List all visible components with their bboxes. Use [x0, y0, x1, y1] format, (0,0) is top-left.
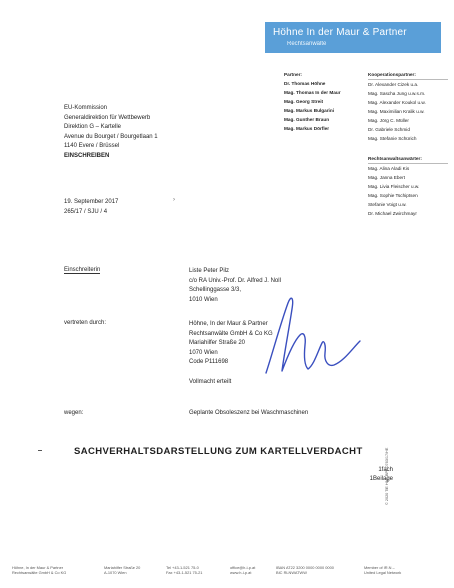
einschreiter-label-text: Einschreiterin — [64, 267, 101, 273]
footer-line: A-1070 Wien — [104, 570, 127, 576]
enclosure-count: 1Beilage — [369, 476, 393, 482]
cooperation-partner-name: Mag. Alexander Koukol u.w. — [368, 100, 426, 105]
recipient-line: Generaldirektion für Wettbewerb — [64, 114, 151, 121]
power-of-attorney-note: Vollmacht erteilt — [189, 379, 232, 385]
trainee-name: Mag. Janna Ebert — [368, 175, 406, 180]
footer-line: Fax +43-1-521 75-21 — [166, 570, 203, 576]
footer-address — [104, 565, 140, 575]
vertreter-line: Mariahilfer Straße 20 — [189, 340, 246, 346]
handwritten-signature — [258, 285, 368, 385]
copies-count: 1fach — [378, 467, 393, 473]
einschreiter-label — [64, 267, 100, 273]
cooperation-partner-name: Dr. Alexander Cizek u.a. — [368, 82, 419, 87]
trainee-name: Mag. Alina Aladi Kis — [368, 166, 410, 171]
recipient-line: Avenue du Bourget / Bourgetlaan 1 — [64, 133, 158, 140]
footer-line: office@h-i-p.at — [230, 565, 256, 570]
trainee-name: Dr. Michael Zwirchmayr — [368, 211, 417, 216]
footer-bank — [276, 565, 334, 575]
trainee-heading: Rechtsanwaltsanwärter: — [368, 156, 422, 161]
file-reference: 265/17 / SJU / 4 — [64, 208, 108, 215]
partner-name: Dr. Thomas Höhne — [284, 81, 326, 86]
footer-line: Tel +43-1-521 75-0 — [166, 565, 199, 570]
einschreiter-line: c/o RA Univ.-Prof. Dr. Alfred J. Noll — [189, 277, 281, 284]
footer-line: www.h-i-p.at — [230, 570, 252, 576]
partner-name: Mag. Markus Dörfler — [284, 126, 330, 131]
cooperation-partner-name: Dr. Gabriele Schmid — [368, 127, 410, 132]
trainee-list — [368, 154, 450, 218]
letter-date: 19. September 2017 — [64, 199, 119, 205]
registered-mail-notice: EINSCHREIBEN — [64, 152, 110, 159]
footer-line: IBAN AT22 3200 0000 0000 0000 — [276, 565, 334, 570]
cooperation-partner-name: Mag. Jörg C. Müller — [368, 118, 409, 123]
subject-matter: Geplante Obsoleszenz bei Waschmaschinen — [189, 410, 309, 416]
vertreter-line: 1070 Wien — [189, 349, 218, 356]
cooperation-partner-list — [368, 70, 450, 143]
firm-subtitle: Rechtsanwälte — [287, 41, 327, 47]
partner-list-heading: Partner: — [284, 72, 302, 77]
partner-name: Mag. Thomas In der Maur — [284, 90, 341, 95]
recipient-line: Direktion G – Kartelle — [64, 124, 122, 130]
cooperation-partner-name: Mag. Stefanie Schürich — [368, 136, 417, 141]
footer-firm — [12, 565, 66, 575]
recipient-line: 1140 Evere / Brüssel — [64, 143, 120, 149]
cooperation-partner-name: Mag. Maximilian Kralik u.w. — [368, 109, 425, 114]
footer-web — [230, 565, 255, 575]
wegen-label: wegen: — [64, 410, 84, 416]
cooperation-partner-name: Mag. Sascha Jung u.w.s.m. — [368, 91, 426, 96]
partner-name: Mag. Georg Streit — [284, 99, 324, 104]
vertreter-line: Rechtsanwälte GmbH & Co KG — [189, 330, 273, 337]
document-title: SACHVERHALTSDARSTELLUNG ZUM KARTELLVERDACHT — [74, 446, 363, 457]
partner-name: Mag. Gunther Braun — [284, 117, 330, 122]
trainee-name: Stefanie Voigt u.w. — [368, 202, 407, 207]
cooperation-partner-heading: Kooperationspartner: — [368, 72, 416, 77]
einschreiter-line: 1010 Wien — [189, 296, 218, 303]
trainee-name: Mag. Sophie Tschiptsen — [368, 193, 418, 198]
fold-mark — [38, 450, 42, 451]
partner-name: Mag. Markus Bulgarini — [284, 108, 335, 113]
trainee-name: Mag. Livia Fleischer u.w. — [368, 184, 420, 189]
footer-line: Member of IR.N – — [364, 565, 395, 570]
recipient-address — [64, 104, 158, 161]
footer-line: Höhne, In der Maur & Partner — [12, 565, 64, 570]
einschreiter-line: Schellinggasse 3/3, — [189, 287, 242, 293]
footer-network — [364, 565, 401, 575]
vertreter-line: Höhne, In der Maur & Partner — [189, 321, 268, 327]
footer-line: BIC RLNWATWW — [276, 570, 307, 576]
footer-line: Rechtsanwälte GmbH & Co KG — [12, 570, 67, 576]
partner-list — [284, 70, 364, 133]
footer-phone — [166, 565, 202, 575]
vertreten-label: vertreten durch: — [64, 320, 107, 326]
einschreiter-line: Liste Peter Pilz — [189, 268, 230, 274]
footer-line: United Legal Network — [364, 570, 402, 576]
letterhead-banner — [265, 22, 441, 53]
recipient-line: EU-Kommission — [64, 105, 108, 111]
firm-name: Höhne In der Maur & Partner — [273, 27, 407, 38]
vertical-stamp-text: © 2020 TiE HiW, BPF 0763/17/HE — [385, 447, 389, 505]
footer-line: Mariahilfer Straße 20 — [104, 565, 141, 570]
margin-arrow-mark: › — [173, 197, 175, 203]
date-reference-block — [64, 198, 118, 217]
vertreter-line: Code P111698 — [189, 359, 229, 365]
